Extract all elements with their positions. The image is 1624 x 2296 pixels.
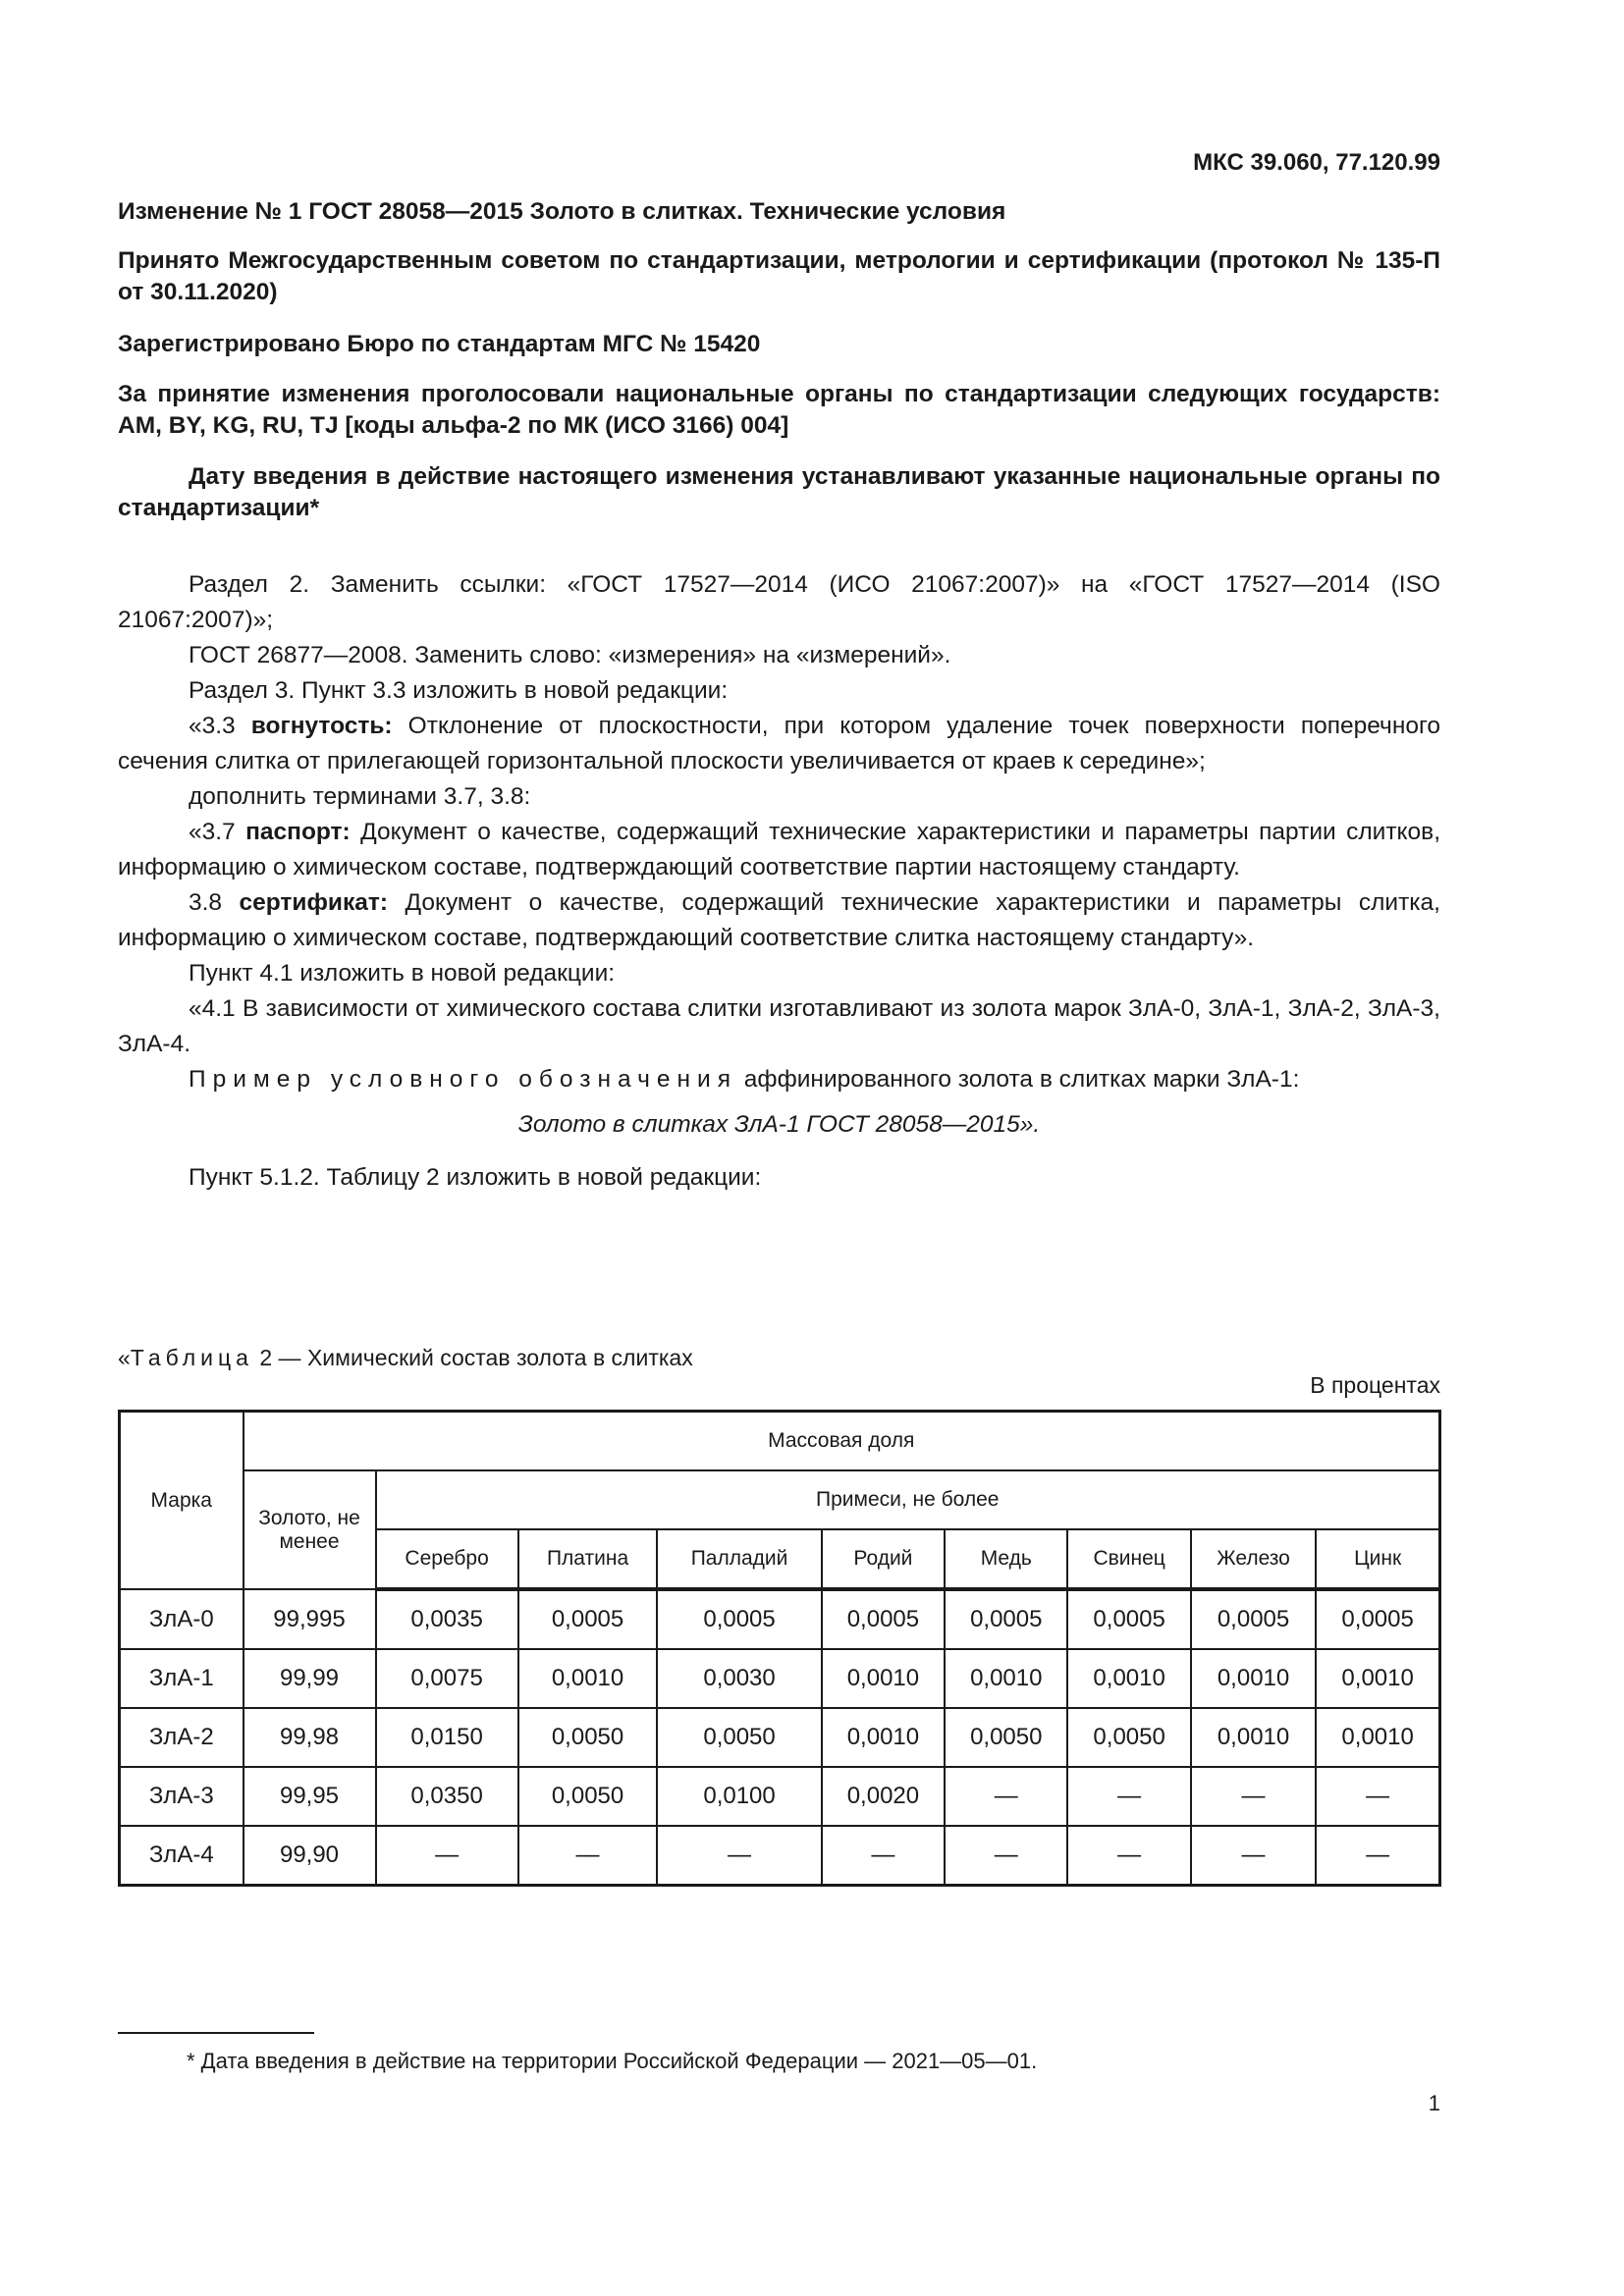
table-cell: —: [945, 1767, 1067, 1826]
table-cell: —: [376, 1826, 518, 1886]
example-designation: Золото в слитках ЗлА-1 ГОСТ 28058—2015».: [517, 1111, 1041, 1138]
header-impurity-col: Железо: [1191, 1529, 1316, 1589]
chemical-composition-table: [118, 1410, 1441, 1887]
table-cell: 0,0150: [376, 1708, 518, 1767]
table-cell: 0,0035: [376, 1589, 518, 1649]
table-cell: 0,0005: [1191, 1589, 1316, 1649]
table-cell: 0,0050: [657, 1708, 821, 1767]
header-mark: Марка: [120, 1412, 244, 1590]
registered-by: Зарегистрировано Бюро по стандартам МГС № 15420: [118, 331, 761, 357]
amendment-body: [118, 567, 1440, 1196]
table-cell: 0,0005: [657, 1589, 821, 1649]
term-number: «3.7: [189, 819, 246, 845]
para-term-3-3: [118, 709, 1440, 779]
term-definition: Документ о качестве, содержащий технические характеристики и параметры партии слитков, информацию о химическом составе, подтверждающий соответствие партии настоящему стандарту.: [118, 819, 1440, 881]
table-cell: 0,0010: [1316, 1708, 1439, 1767]
table-row: [120, 1826, 1440, 1886]
table-cell: —: [1191, 1767, 1316, 1826]
term-number: 3.8: [189, 889, 240, 916]
amendment-title: Изменение № 1 ГОСТ 28058—2015 Золото в слитках. Технические условия: [118, 198, 1006, 225]
example-text: аффинированного золота в слитках марки ЗлА-1:: [736, 1066, 1300, 1093]
table-cell: 0,0075: [376, 1649, 518, 1708]
para-gost26877: ГОСТ 26877—2008. Заменить слово: «измерения» на «измерений».: [189, 642, 951, 668]
voted-by: За принятие изменения проголосовали национальные органы по стандартизации следующих государств: AM, BY, KG, RU, TJ [коды альфа-2 по МК (ИСО 3166) 004]: [118, 381, 1440, 439]
caption-quote: «: [118, 1345, 131, 1370]
table-cell: 0,0050: [945, 1708, 1067, 1767]
table-cell: 0,0030: [657, 1649, 821, 1708]
para-add-terms: дополнить терминами 3.7, 3.8:: [189, 783, 531, 810]
table-row: [120, 1649, 1440, 1708]
cell-mark: ЗлА-0: [120, 1589, 244, 1649]
table-cell: —: [657, 1826, 821, 1886]
table-cell: 0,0010: [1316, 1649, 1439, 1708]
table-cell: 0,0010: [518, 1649, 658, 1708]
table-cell: 0,0010: [822, 1649, 945, 1708]
table-cell: 99,90: [244, 1826, 376, 1886]
para-term-3-7: [118, 815, 1440, 885]
adopted-by: Принято Межгосударственным советом по стандартизации, метрологии и сертификации (протокол № 135-П от 30.11.2020): [118, 247, 1440, 305]
table-cell: 0,0005: [518, 1589, 658, 1649]
table-cell: 99,99: [244, 1649, 376, 1708]
table-cell: 0,0010: [1191, 1649, 1316, 1708]
table-cell: —: [945, 1826, 1067, 1886]
table-cell: 0,0350: [376, 1767, 518, 1826]
table-row: [120, 1589, 1440, 1649]
header-impurity-col: Цинк: [1316, 1529, 1439, 1589]
table-cell: —: [1316, 1767, 1439, 1826]
table-cell: 0,0050: [1067, 1708, 1190, 1767]
header-impurity-col: Родий: [822, 1529, 945, 1589]
table-caption: [118, 1345, 693, 1371]
table-cell: 0,0005: [1067, 1589, 1190, 1649]
para-clause-4-1: Пункт 4.1 изложить в новой редакции:: [189, 960, 616, 987]
term-number: «3.3: [189, 713, 251, 739]
table-cell: 0,0010: [1191, 1708, 1316, 1767]
term-definition: Документ о качестве, содержащий технические характеристики и параметры слитка, информацию о химическом составе, подтверждающий соответствие слитка настоящему стандарту».: [118, 889, 1440, 951]
table-cell: 0,0010: [1067, 1649, 1190, 1708]
table-cell: 0,0010: [822, 1708, 945, 1767]
term-name: сертификат:: [239, 889, 389, 916]
table-cell: 99,995: [244, 1589, 376, 1649]
mks-code: МКС 39.060, 77.120.99: [1193, 149, 1440, 176]
table-cell: —: [822, 1826, 945, 1886]
para-section2: Раздел 2. Заменить ссылки: «ГОСТ 17527—2014 (ИСО 21067:2007)» на «ГОСТ 17527—2014 (ISO 21067:2007)»;: [118, 571, 1440, 633]
table-cell: —: [1316, 1826, 1439, 1886]
footnote-divider: [118, 2032, 314, 2034]
header-impurity-col: Серебро: [376, 1529, 518, 1589]
para-section3: Раздел 3. Пункт 3.3 изложить в новой редакции:: [189, 677, 729, 704]
table-cell: 0,0020: [822, 1767, 945, 1826]
table-cell: 0,0050: [518, 1767, 658, 1826]
para-clause-4-1-text: «4.1 В зависимости от химического состава слитки изготавливают из золота марок ЗлА-0, ЗлА-1, ЗлА-2, ЗлА-3, ЗлА-4.: [118, 995, 1440, 1057]
term-name: вогнутость:: [250, 713, 393, 739]
table-cell: 0,0100: [657, 1767, 821, 1826]
effective-date-note: Дату введения в действие настоящего изменения устанавливают указанные национальные органы по стандартизации*: [118, 463, 1440, 521]
cell-mark: ЗлА-3: [120, 1767, 244, 1826]
table-cell: 0,0005: [945, 1589, 1067, 1649]
cell-mark: ЗлА-4: [120, 1826, 244, 1886]
header-gold: Золото, не менее: [244, 1470, 376, 1589]
table-cell: —: [1067, 1767, 1190, 1826]
table-cell: —: [1067, 1826, 1190, 1886]
header-impurity-col: Палладий: [657, 1529, 821, 1589]
header-impurity-col: Медь: [945, 1529, 1067, 1589]
table-cell: 0,0050: [518, 1708, 658, 1767]
term-name: паспорт:: [245, 819, 351, 845]
caption-text: 2 — Химический состав золота в слитках: [252, 1345, 693, 1370]
page-number: 1: [1428, 2091, 1440, 2115]
table-cell: 0,0005: [822, 1589, 945, 1649]
table-cell: 99,98: [244, 1708, 376, 1767]
cell-mark: ЗлА-2: [120, 1708, 244, 1767]
table-unit: В процентах: [1310, 1372, 1440, 1398]
header-impurity-col: Свинец: [1067, 1529, 1190, 1589]
table-row: [120, 1708, 1440, 1767]
table-cell: 99,95: [244, 1767, 376, 1826]
para-example: [118, 1062, 1440, 1097]
cell-mark: ЗлА-1: [120, 1649, 244, 1708]
table-cell: 0,0010: [945, 1649, 1067, 1708]
term-definition: Отклонение от плоскостности, при котором удаление точек поверхности поперечного сечения слитка от прилегающей горизонтальной плоскости увеличивается от краев к середине»;: [118, 713, 1440, 774]
para-clause-5-1-2: Пункт 5.1.2. Таблицу 2 изложить в новой редакции:: [189, 1164, 762, 1191]
header-impurity-col: Платина: [518, 1529, 658, 1589]
table-cell: —: [1191, 1826, 1316, 1886]
table-row: [120, 1767, 1440, 1826]
header-impurities: Примеси, не более: [376, 1470, 1440, 1529]
header-mass-fraction: Массовая доля: [244, 1412, 1440, 1471]
table-cell: 0,0005: [1316, 1589, 1439, 1649]
para-term-3-8: [118, 885, 1440, 956]
caption-label: Таблица: [130, 1345, 253, 1370]
table-cell: —: [518, 1826, 658, 1886]
footnote: * Дата введения в действие на территории Российской Федерации — 2021—05—01.: [187, 2049, 1038, 2073]
example-label: Пример условного обозначения: [189, 1066, 737, 1093]
